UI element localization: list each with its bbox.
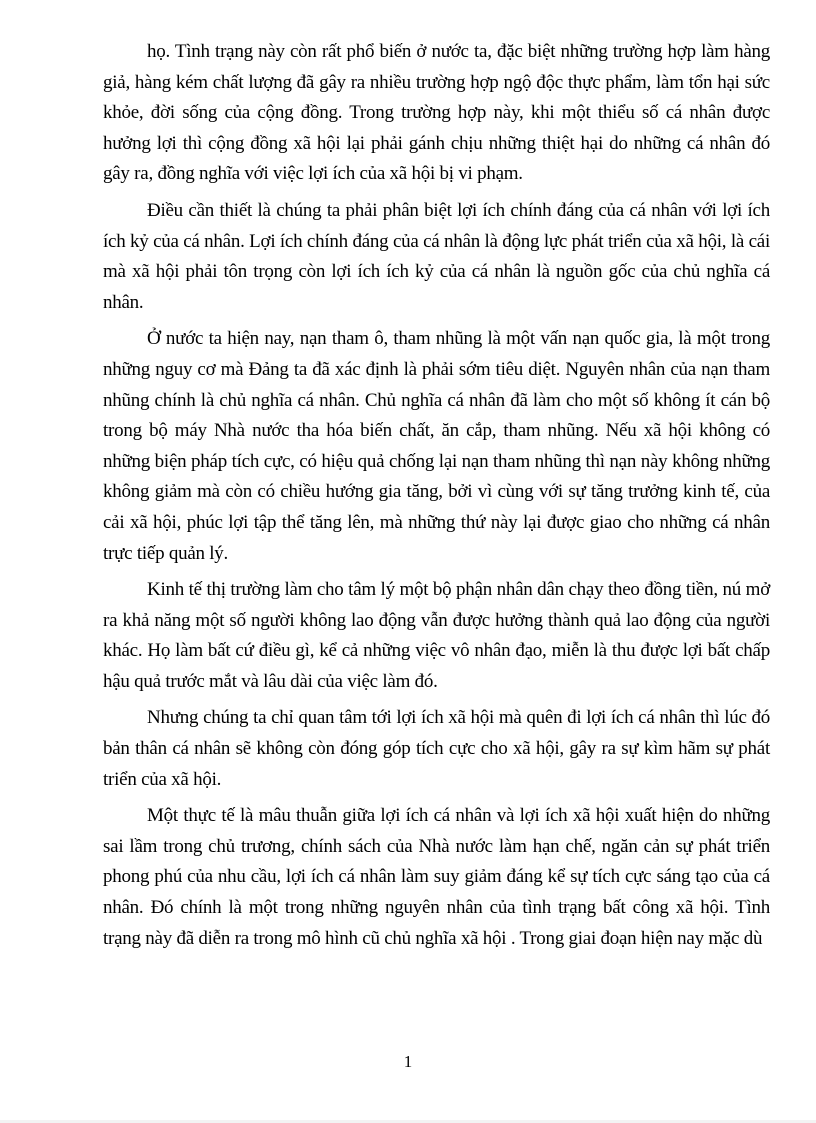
paragraph-3: Ở nước ta hiện nay, nạn tham ô, tham nhũng là một vấn nạn quốc gia, là một trong những nguy cơ mà Đảng ta đã xác định là phải sớm tiêu diệt. Nguyên nhân của nạn tham nhũng chính là chủ nghĩa cá nhân. Chủ nghĩa cá nhân đã làm cho một số không ít cán bộ trong bộ máy Nhà nước tha hóa biến chất, ăn cắp, tham nhũng. Nếu xã hội không có những biện pháp tích cực, có hiệu quả chống lại nạn tham nhũng thì nạn này không những không giảm mà còn có chiều hướng gia tăng, bởi vì cùng với sự tăng trưởng kinh tế, của cải xã hội, phúc lợi tập thể tăng lên, mà những thứ này lại được giao cho những cá nhân trực tiếp quản lý. xyxy=(103,328,770,564)
paragraph-5: Nhưng chúng ta chỉ quan tâm tới lợi ích xã hội mà quên đi lợi ích cá nhân thì lúc đó bản thân cá nhân sẽ không còn đóng góp tích cực cho xã hội, gây ra sự kìm hãm sự phát triển của xã hội. xyxy=(103,707,770,790)
body-text xyxy=(103,37,770,954)
paragraph-4: Kinh tế thị trường làm cho tâm lý một bộ phận nhân dân chạy theo đồng tiền, nú mở ra khả năng một số người không lao động vẫn được hưởng thành quả lao động của người khác. Họ làm bất cứ điều gì, kể cả những việc vô nhân đạo, miễn là thu được lợi bất chấp hậu quả trước mắt và lâu dài của việc làm đó. xyxy=(103,579,770,692)
paragraph-1: họ. Tình trạng này còn rất phổ biến ở nước ta, đặc biệt những trường hợp làm hàng giả, hàng kém chất lượng đã gây ra nhiều trường hợp ngộ độc thực phẩm, làm tổn hại sức khỏe, đời sống của cộng đồng. Trong trường hợp này, khi một thiểu số cá nhân được hưởng lợi thì cộng đồng xã hội lại phải gánh chịu những thiệt hại do những cá nhân đó gây ra, đồng nghĩa với việc lợi ích của xã hội bị vi phạm. xyxy=(103,41,770,185)
paragraph-2: Điều cần thiết là chúng ta phải phân biệt lợi ích chính đáng của cá nhân với lợi ích ích kỷ của cá nhân. Lợi ích chính đáng của cá nhân là động lực phát triển của xã hội, là cái mà xã hội phải tôn trọng còn lợi ích ích kỷ của cá nhân là nguồn gốc của chủ nghĩa cá nhân. xyxy=(103,199,770,313)
page-number: 1 xyxy=(403,1052,413,1071)
paragraph-6: Một thực tế là mâu thuẫn giữa lợi ích cá nhân và lợi ích xã hội xuất hiện do những sai lầm trong chủ trương, chính sách của Nhà nước làm hạn chế, ngăn cản sự phát triển phong phú của nhu cầu, lợi ích cá nhân làm suy giảm đáng kể sự tích cực sáng tạo của cá nhân. Đó chính là một trong những nguyên nhân của tình trạng bất công xã hội. Tình trạng này đã diễn ra trong mô hình cũ chủ nghĩa xã hội . Trong giai đoạn hiện nay mặc dù xyxy=(103,805,770,949)
